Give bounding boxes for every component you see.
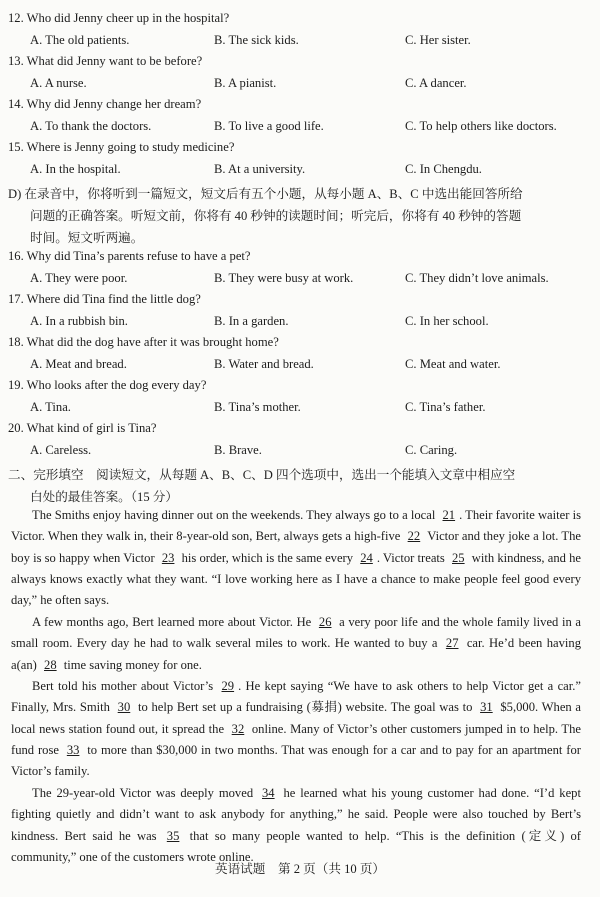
option-a: A. In a rubbish bin.: [30, 314, 128, 328]
option-b: B. Brave.: [214, 443, 262, 457]
passage-text: . He kept saying “We have to ask others to help Victor get a car.” Finally, Mrs. Smith: [11, 679, 581, 715]
blank-32: 32: [231, 721, 245, 736]
blank-28: 28: [44, 657, 57, 672]
passage-text: online. Many of Victor’s other customers jumped in to help. The fund rose: [11, 721, 581, 758]
passage-text: A few months ago, Bert learned more about Victor. He: [32, 615, 315, 629]
passage-text: . Victor treats: [376, 550, 448, 565]
passage-text: Bert told his mother about Victor’s: [32, 679, 218, 693]
passage-text: that so many people wanted to help. “This is the definition (定义) of community,” one of the customers wrote online.: [11, 828, 581, 865]
section-2-instruction: 二、完形填空 阅读短文，从每题 A、B、C、D 四个选项中，选出一个能填入文章中相应空: [8, 468, 516, 482]
page-footer: 英语试题 第 2 页（共 10 页）: [214, 862, 385, 876]
option-a: A. In the hospital.: [30, 162, 121, 176]
option-b: B. Water and bread.: [214, 357, 314, 371]
question-18: 18. What did the dog have after it was brought home?: [8, 335, 279, 349]
passage-text: Victor and they joke a lot. The boy is so happy when Victor: [11, 529, 581, 565]
passage-text: to help Bert set up a fundraising (募捐) website. The goal was to: [134, 700, 477, 715]
passage-text: time saving money for one.: [60, 657, 202, 672]
passage-text: The Smiths enjoy having dinner out on the weekends. They always go to a local: [32, 508, 439, 522]
option-c: C. In her school.: [405, 314, 489, 328]
option-b: B. At a university.: [214, 162, 306, 176]
option-c: C. A dancer.: [405, 76, 467, 90]
option-a: A. They were poor.: [30, 271, 128, 285]
blank-34: 34: [262, 786, 275, 800]
passage-paragraph-2: [11, 612, 581, 676]
option-a: A. Tina.: [30, 400, 71, 414]
passage-text: with kindness, and he always knows exactly what they want. “I love working here as I have a chance to make people feel good every day,” he often says.: [11, 550, 582, 608]
passage-text: his order, which is the same every: [178, 550, 357, 565]
option-b: B. In a garden.: [214, 314, 289, 328]
passage-text: he learned what his young customer had done. “I’d kept fighting quietly and didn’t want to ask anybody for anything,” he said. People were also touched by Bert’s kindness. Bert said he was: [11, 786, 581, 843]
option-b: B. The sick kids.: [214, 33, 299, 47]
question-15: 15. Where is Jenny going to study medicine?: [8, 140, 235, 154]
blank-24: 24: [360, 550, 373, 565]
option-a: A. Careless.: [30, 443, 92, 457]
section-d-instruction: D) 在录音中，你将听到一篇短文，短文后有五个小题，从每小题 A、B、C 中选出能回答所给: [8, 187, 523, 201]
option-c: C. They didn’t love animals.: [405, 271, 549, 285]
passage-text: to more than $30,000 in two months. That was enough for a car and to pay for an apartment for Victor’s family.: [11, 743, 581, 779]
question-12: 12. Who did Jenny cheer up in the hospital?: [8, 11, 230, 25]
question-14: 14. Why did Jenny change her dream?: [8, 97, 202, 111]
passage-paragraph-3: [11, 676, 581, 783]
blank-23: 23: [161, 550, 175, 565]
passage-text: a very poor life and the whole family lived in a small room. Every day he had to walk several miles to work. He wanted to buy a: [11, 615, 581, 651]
passage-text: The 29-year-old Victor was deeply moved: [32, 786, 258, 800]
option-c: C. In Chengdu.: [405, 162, 482, 176]
passage-paragraph-4: [11, 783, 581, 868]
option-c: C. Tina’s father.: [405, 400, 486, 414]
option-c: C. Caring.: [405, 443, 458, 457]
blank-35: 35: [166, 828, 180, 843]
option-a: A. To thank the doctors.: [30, 119, 152, 133]
question-17: 17. Where did Tina find the little dog?: [8, 292, 201, 306]
blank-27: 27: [445, 636, 459, 651]
question-19: 19. Who looks after the dog every day?: [8, 378, 207, 392]
option-c: C. Her sister.: [405, 33, 471, 47]
passage-paragraph-1: [11, 505, 581, 612]
option-b: B. To live a good life.: [214, 119, 324, 133]
blank-31: 31: [480, 700, 493, 715]
option-c: C. Meat and water.: [405, 357, 501, 371]
option-b: B. A pianist.: [214, 76, 277, 90]
blank-29: 29: [221, 679, 235, 693]
passage-text: $5,000. When a local news station found out, it spread the: [11, 700, 581, 736]
option-b: B. They were busy at work.: [214, 271, 354, 285]
option-c: C. To help others like doctors.: [405, 119, 557, 133]
option-a: A. Meat and bread.: [30, 357, 127, 371]
section-d-instruction: 问题的正确答案。听短文前，你将有 40 秒钟的读题时间；听完后，你将有 40 秒钟的答题: [30, 209, 522, 223]
question-20: 20. What kind of girl is Tina?: [8, 421, 157, 435]
blank-21: 21: [442, 508, 456, 522]
blank-33: 33: [66, 743, 80, 758]
blank-25: 25: [452, 550, 465, 565]
option-b: B. Tina’s mother.: [214, 400, 301, 414]
blank-30: 30: [117, 700, 131, 715]
blank-22: 22: [407, 529, 421, 544]
question-16: 16. Why did Tina’s parents refuse to have a pet?: [8, 249, 251, 263]
option-a: A. A nurse.: [30, 76, 87, 90]
section-2-instruction: 白处的最佳答案。（15 分）: [30, 490, 178, 504]
passage-text: . Their favorite waiter is Victor. When they walk in, their 8-year-old son, Bert, always gets a high-five: [11, 508, 581, 544]
blank-26: 26: [318, 615, 332, 629]
passage-text: car. He’d been having a(an): [11, 636, 581, 672]
option-a: A. The old patients.: [30, 33, 130, 47]
section-d-instruction: 时间。短文听两遍。: [30, 231, 144, 245]
question-13: 13. What did Jenny want to be before?: [8, 54, 203, 68]
